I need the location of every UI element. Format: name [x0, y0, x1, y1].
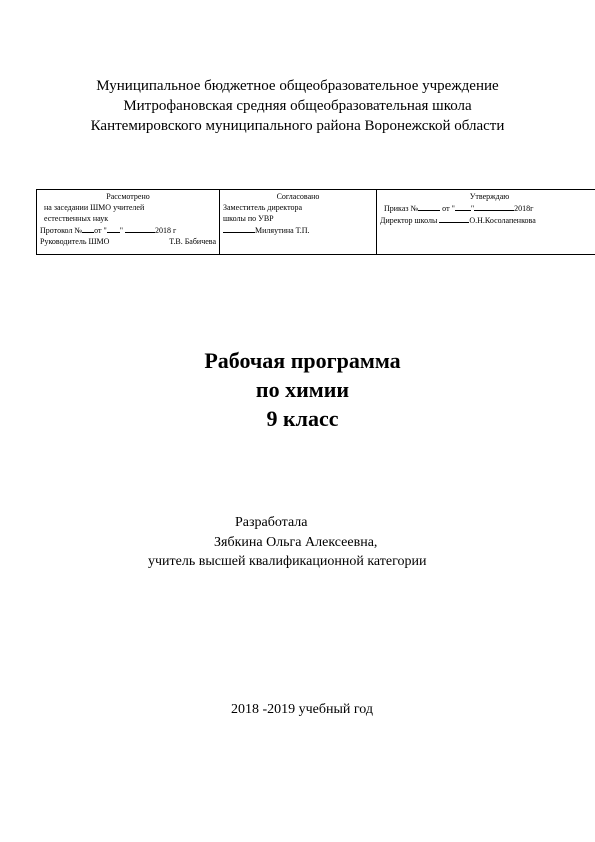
author-label: Разработала	[235, 515, 308, 530]
approved-title: Утверждаю	[469, 192, 510, 201]
order-month-blank	[474, 202, 514, 211]
agreed-title: Согласовано	[276, 192, 320, 201]
agreed-signature-blank	[223, 224, 255, 233]
agreed-signature	[223, 224, 373, 236]
head-name: Т.В. Бабичева	[169, 237, 216, 246]
reviewed-head	[40, 236, 216, 247]
protocol-prefix: Протокол №	[40, 226, 83, 235]
reviewed-line1: на заседании ШМО учителей	[44, 203, 145, 212]
agreed-cell	[220, 190, 377, 255]
head-label: Руководитель ШМО	[40, 237, 110, 246]
director-name: О.Н.Косолапенкова	[469, 216, 536, 225]
school-district-line: Кантемировского муниципального района Воронежской области	[90, 118, 505, 134]
agreed-name: Миляутина Т.П.	[255, 226, 310, 235]
document-title	[0, 346, 595, 433]
title-line3: 9 класс	[266, 406, 339, 431]
school-name-line: Митрофановская средняя общеобразовательная школа	[123, 98, 472, 114]
approval-table	[36, 189, 595, 255]
reviewed-cell	[37, 190, 220, 255]
title-line2: по химии	[255, 377, 350, 402]
agreed-line1: Заместитель директора	[223, 203, 303, 212]
author-position: учитель высшей квалификационной категории	[148, 554, 427, 569]
protocol-from: от "	[94, 226, 107, 235]
approved-director	[380, 214, 595, 226]
title-line1: Рабочая программа	[204, 348, 401, 373]
order-from: от "	[442, 204, 455, 213]
protocol-quote: "	[119, 226, 123, 235]
director-label: Директор школы	[380, 216, 438, 225]
reviewed-line2: естественных наук	[44, 214, 109, 223]
order-prefix: Приказ №	[384, 204, 419, 213]
agreed-line2: школы по УВР	[223, 214, 274, 223]
protocol-day-blank	[107, 224, 120, 233]
reviewed-protocol	[40, 224, 216, 236]
protocol-year: 2018 г	[154, 226, 177, 235]
reviewed-title: Рассмотрено	[106, 192, 150, 201]
author-name: Зябкина Ольга Алексеевна,	[214, 535, 378, 550]
order-year: 2018г	[514, 204, 534, 213]
academic-year: 2018 -2019 учебный год	[230, 702, 374, 717]
order-number-blank	[418, 202, 440, 211]
order-quote: "	[470, 204, 475, 213]
approved-order	[380, 202, 595, 214]
protocol-month-blank	[125, 224, 155, 233]
approved-cell	[377, 190, 595, 255]
order-day-blank	[455, 202, 471, 211]
director-signature-blank	[439, 214, 469, 223]
school-type-line: Муниципальное бюджетное общеобразовательное учреждение	[96, 78, 499, 94]
school-header	[0, 76, 595, 136]
protocol-number-blank	[82, 224, 94, 233]
